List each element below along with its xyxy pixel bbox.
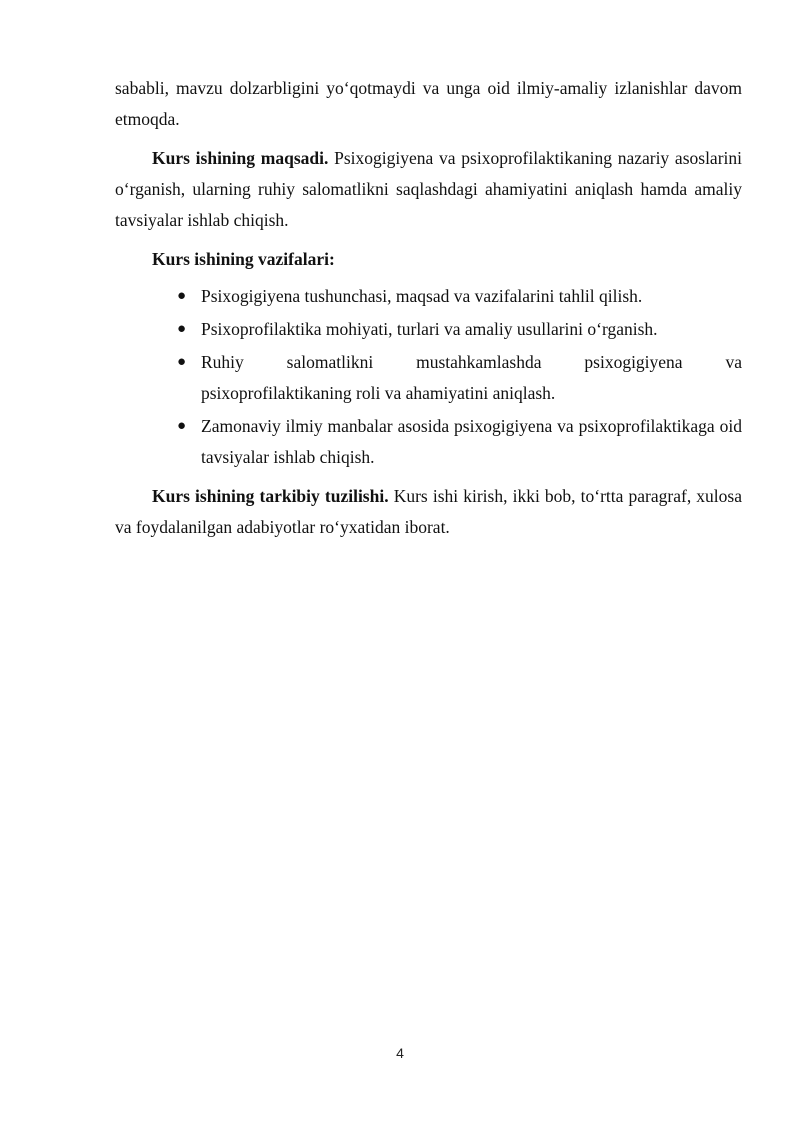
goal-text: Psixogigiyena va psixoprofilaktikaning nazariy asoslarini o‘rganish, ularning ruhiy salomatlikni saqlashdagi ahamiyatini aniqlash hamda amaliy tavsiyalar ishlab chiqish. bbox=[115, 148, 743, 230]
page-number: 4 bbox=[396, 1045, 404, 1061]
bullet-icon: ● bbox=[177, 321, 187, 337]
structure-paragraph bbox=[115, 481, 742, 543]
goal-paragraph bbox=[115, 143, 742, 236]
task-text: Psixoprofilaktika mohiyati, turlari va amaliy usullarini o‘rganish. bbox=[201, 319, 658, 339]
tasks-list bbox=[115, 281, 742, 473]
task-text: Ruhiy salomatlikni mustahkamlashda psixogigiyena va psixoprofilaktikaning roli va ahamiyatini aniqlash. bbox=[201, 352, 742, 403]
bullet-icon: ● bbox=[177, 418, 187, 434]
goal-heading: Kurs ishining maqsadi. bbox=[152, 148, 329, 168]
task-text: Psixogigiyena tushunchasi, maqsad va vazifalarini tahlil qilish. bbox=[201, 286, 643, 306]
tasks-heading: Kurs ishining vazifalari: bbox=[152, 249, 335, 269]
bullet-icon: ● bbox=[177, 288, 187, 304]
list-item bbox=[177, 314, 742, 345]
task-text: Zamonaviy ilmiy manbalar asosida psixogigiyena va psixoprofilaktikaga oid tavsiyalar ishlab chiqish. bbox=[201, 416, 742, 467]
page-body bbox=[115, 73, 742, 543]
list-item bbox=[177, 281, 742, 312]
structure-text: Kurs ishi kirish, ikki bob, to‘rtta paragraf, xulosa va foydalanilgan adabiyotlar ro‘yxatidan iborat. bbox=[115, 486, 742, 537]
intro-continuation-paragraph: sababli, mavzu dolzarbligini yo‘qotmaydi va unga oid ilmiy-amaliy izlanishlar davom etmoqda. bbox=[115, 78, 742, 129]
bullet-icon: ● bbox=[177, 354, 187, 370]
list-item bbox=[177, 347, 742, 409]
structure-heading: Kurs ishining tarkibiy tuzilishi. bbox=[152, 486, 389, 506]
list-item bbox=[177, 411, 742, 473]
